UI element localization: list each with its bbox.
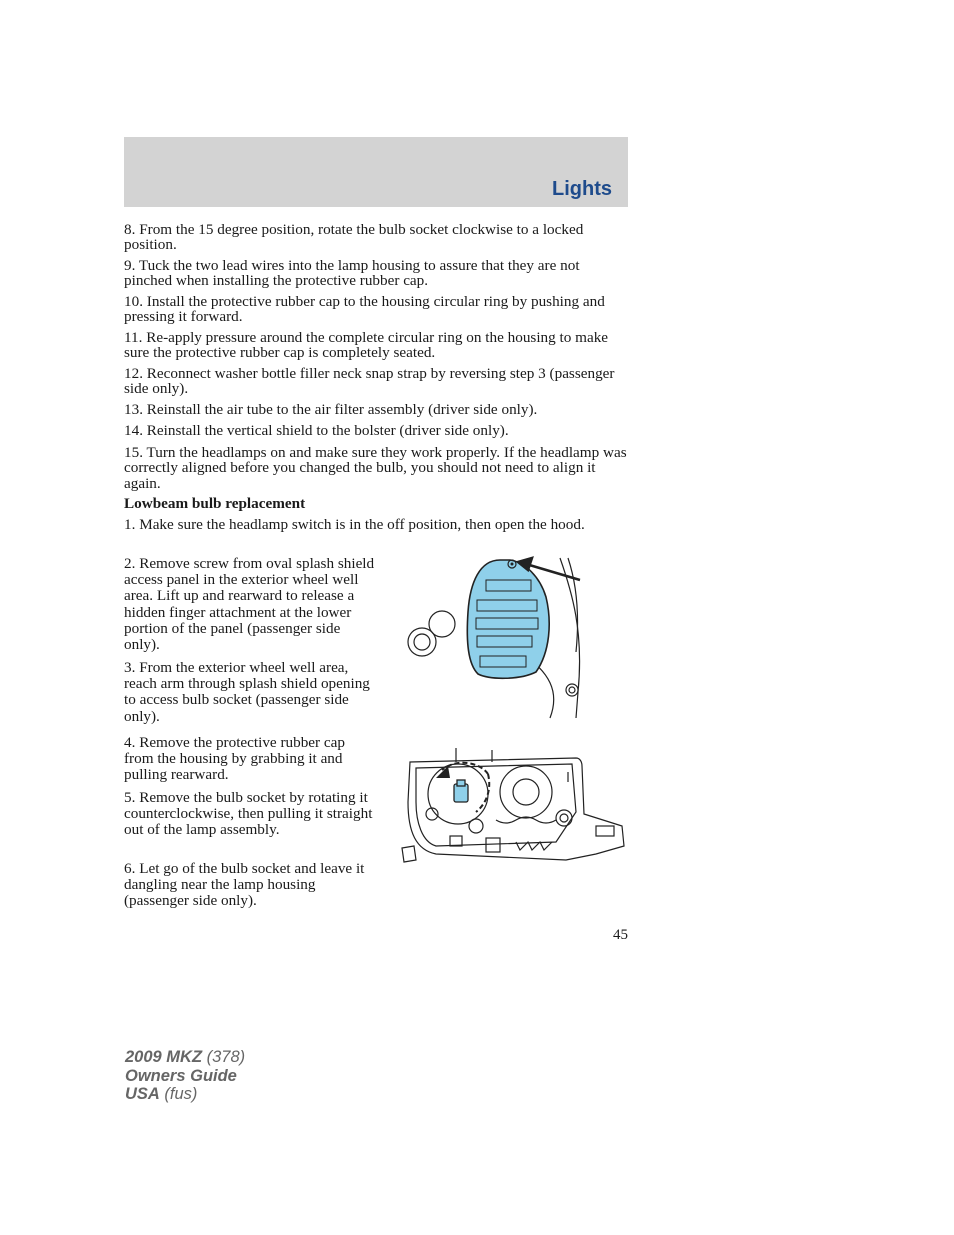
lowbeam-step-4: 4. Remove the protective rubber cap from the housing by grabbing it and pulling rearward. <box>124 734 345 784</box>
footer-market: USA <box>125 1085 160 1103</box>
lowbeam-step-1: 1. Make sure the headlamp switch is in the off position, then open the hood. <box>124 516 585 533</box>
footer-line-1 <box>125 1048 245 1067</box>
footer-model: 2009 MKZ <box>125 1048 203 1066</box>
lowbeam-step-2: 2. Remove screw from oval splash shield access panel in the exterior wheel well area. Lift up and rearward to release a hidden finger attachment at the lower portion of the panel (passenger side only). <box>124 555 375 654</box>
lowbeam-heading: Lowbeam bulb replacement <box>124 495 306 512</box>
step-8: 8. From the 15 degree position, rotate the bulb socket clockwise to a locked position. <box>124 221 584 254</box>
section-title: Lights <box>552 178 612 200</box>
step-10: 10. Install the protective rubber cap to the housing circular ring by pushing and pressing it forward. <box>124 293 605 326</box>
footer-line-3 <box>125 1085 245 1104</box>
footer-line-2: Owners Guide <box>125 1066 237 1085</box>
lowbeam-step-5: 5. Remove the bulb socket by rotating it counterclockwise, then pulling it straight out of the lamp assembly. <box>124 789 373 839</box>
footer-model-code: (378) <box>202 1048 246 1066</box>
document-footer <box>125 1048 245 1104</box>
step-12: 12. Reconnect washer bottle filler neck snap strap by reversing step 3 (passenger side only). <box>124 365 615 398</box>
step-13: 13. Reinstall the air tube to the air filter assembly (driver side only). <box>124 401 538 418</box>
step-11: 11. Re-apply pressure around the complete circular ring on the housing to make sure the protective rubber cap is completely seated. <box>124 329 609 362</box>
step-9: 9. Tuck the two lead wires into the lamp housing to assure that they are not pinched when installing the protective rubber cap. <box>124 257 580 290</box>
lowbeam-step-3: 3. From the exterior wheel well area, reach arm through splash shield opening to access bulb socket (passenger side only). <box>124 659 370 725</box>
step-15: 15. Turn the headlamps on and make sure they work properly. If the headlamp was correctly aligned before you changed the bulb, you should not need to align it again. <box>124 444 627 492</box>
footer-market-code: (fus) <box>159 1085 198 1103</box>
bulb-socket-shape <box>454 780 468 802</box>
step-14: 14. Reinstall the vertical shield to the bolster (driver side only). <box>124 422 509 439</box>
page-number: 45 <box>613 927 628 943</box>
lowbeam-step-6: 6. Let go of the bulb socket and leave it dangling near the lamp housing (passenger side only). <box>124 860 365 910</box>
headlamp-housing-illustration <box>396 742 628 872</box>
splash-shield-illustration <box>400 552 590 722</box>
